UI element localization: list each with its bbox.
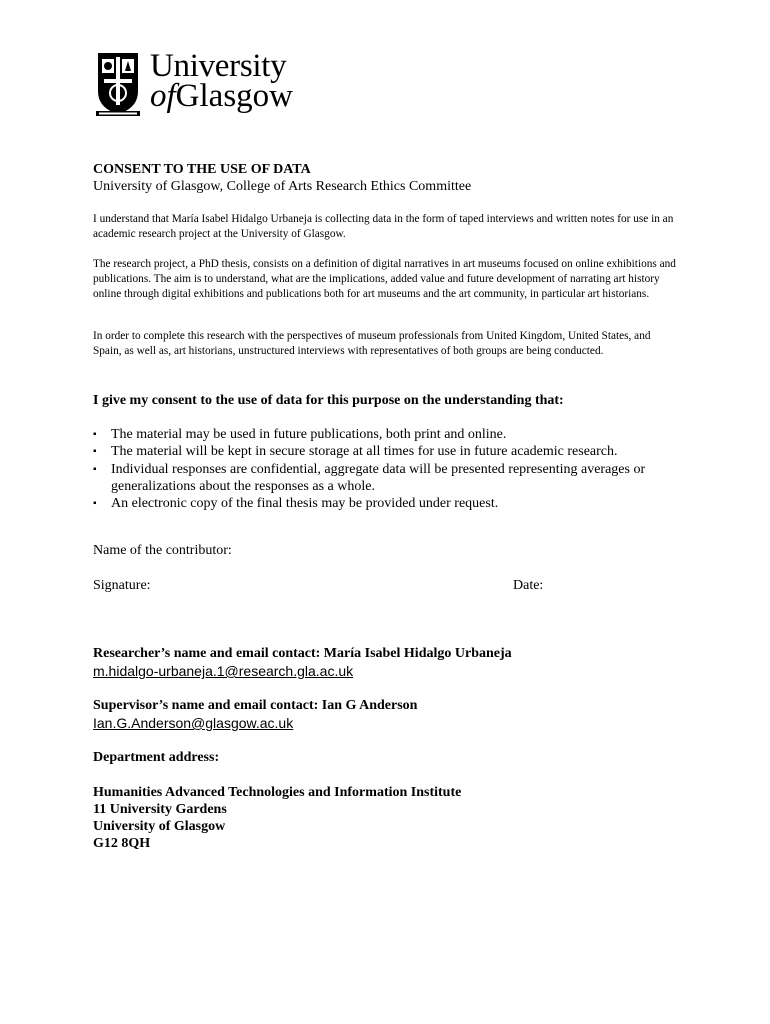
- address-line-postcode: G12 8QH: [93, 836, 151, 851]
- researcher-email-link[interactable]: m.hidalgo-urbaneja.1@research.gla.ac.uk: [93, 663, 354, 679]
- university-crest-icon: [95, 51, 141, 117]
- bullet-icon: ▪: [93, 429, 97, 440]
- list-item-text: An electronic copy of the final thesis may be provided under request.: [111, 496, 499, 512]
- page-title: CONSENT TO THE USE OF DATA: [93, 162, 311, 177]
- researcher-contact-label: Researcher’s name and email contact: María Isabel Hidalgo Urbaneja: [93, 646, 512, 661]
- logo-wordmark-glasgow: [150, 78, 293, 114]
- list-item: [93, 495, 693, 512]
- list-item-text: The material may be used in future publications, both print and online.: [111, 427, 507, 442]
- consent-heading: I give my consent to the use of data for this purpose on the understanding that:: [93, 393, 564, 408]
- list-item: [93, 426, 693, 443]
- contributor-name-label: Name of the contributor:: [93, 543, 232, 558]
- consent-conditions-list: [93, 426, 693, 512]
- list-item-text: Individual responses are confidential, aggregate data will be presented representing averages or generalizations about the responses as a whole.: [111, 461, 646, 494]
- supervisor-contact-label: Supervisor’s name and email contact: Ian G Anderson: [93, 698, 418, 713]
- project-paragraph: The research project, a PhD thesis, consists on a definition of digital narratives in art museums focused on online exhibitions and publications. The aim is to understand, what are the implications, added value and future development of narrating art history online through digital exhibitions and publications both for art museums and the art community, in particular art historians.: [93, 258, 676, 300]
- supervisor-email-link[interactable]: Ian.G.Anderson@glasgow.ac.uk: [93, 715, 294, 731]
- university-logo: [95, 50, 325, 120]
- bullet-icon: ▪: [93, 463, 97, 475]
- page-subtitle: University of Glasgow, College of Arts Research Ethics Committee: [93, 179, 472, 194]
- department-address-label: Department address:: [93, 750, 220, 765]
- address-line-institute: Humanities Advanced Technologies and Information Institute: [93, 785, 462, 800]
- address-line-street: 11 University Gardens: [93, 802, 227, 817]
- logo-wordmark-of: of: [150, 78, 176, 114]
- method-paragraph: In order to complete this research with the perspectives of museum professionals from United Kingdom, United States, and Spain, as well as, art historians, unstructured interviews with representatives of both groups are being conducted.: [93, 330, 651, 357]
- bullet-icon: ▪: [93, 498, 97, 510]
- list-item: [93, 443, 693, 460]
- date-label: Date:: [513, 578, 544, 593]
- logo-wordmark-university: University: [150, 48, 287, 84]
- list-item: [93, 461, 693, 496]
- bullet-icon: ▪: [93, 446, 97, 458]
- logo-wordmark-glasgow-text: Glasgow: [175, 78, 293, 114]
- list-item-text: The material will be kept in secure storage at all times for use in future academic research.: [111, 444, 618, 460]
- address-line-university: University of Glasgow: [93, 819, 226, 834]
- signature-label: Signature:: [93, 578, 151, 593]
- intro-paragraph: I understand that María Isabel Hidalgo Urbaneja is collecting data in the form of taped interviews and written notes for use in an academic research project at the University of Glasgow.: [93, 213, 674, 240]
